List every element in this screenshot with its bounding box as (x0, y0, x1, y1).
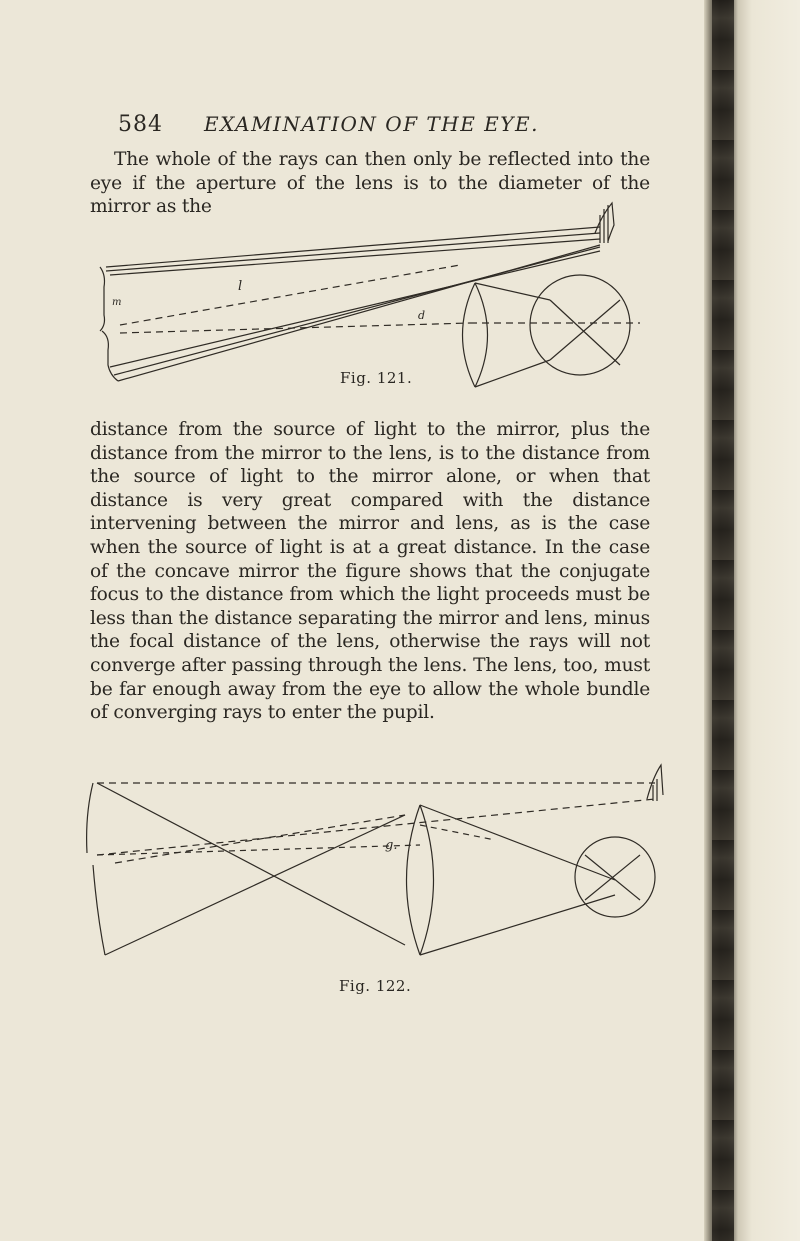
fig121-label-l: l (238, 279, 243, 294)
figure-122-diagram (75, 755, 675, 970)
figure-121-caption: Fig. 121. (340, 369, 413, 387)
book-gutter-shadow (712, 0, 734, 1241)
fig121-label-m: m (112, 297, 122, 308)
paragraph-main: distance from the source of light to the mirror, plus the distance from the mirror to the lens, is to the distance from the source of light to the mirror alone, or when that distance is very great compared with the distance intervening between the mirror and lens, as is the case when the source of light is at a great distance. In the case of the concave mirror the figure shows that the conjugate focus to the distance from which the light proceeds must be less than the distance separating the mirror and lens, minus the focal distance of the lens, otherwise the rays will not converge after passing through the lens. The lens, too, must be far enough away from the eye to allow the whole bundle of converging rays to enter the pupil. (90, 419, 650, 724)
page-number: 584 (118, 112, 163, 137)
figure-122-caption: Fig. 122. (339, 977, 412, 995)
running-head: EXAMINATION OF THE EYE. (204, 112, 539, 136)
fig122-mirror (87, 783, 105, 955)
fig121-lens (463, 283, 488, 387)
page-header (118, 112, 678, 142)
fig121-source-bracket (100, 267, 105, 331)
fig122-label-g: g. (385, 838, 398, 853)
fig122-lens (407, 805, 434, 955)
fig121-label-d: d (418, 309, 426, 322)
fig122-eye (575, 837, 655, 917)
paragraph-intro: The whole of the rays can then only be reflected into the eye if the aperture of the lens is to the diameter of the mirror as the (90, 149, 650, 218)
figure-121-diagram (80, 175, 670, 390)
fig121-eye (530, 275, 630, 375)
